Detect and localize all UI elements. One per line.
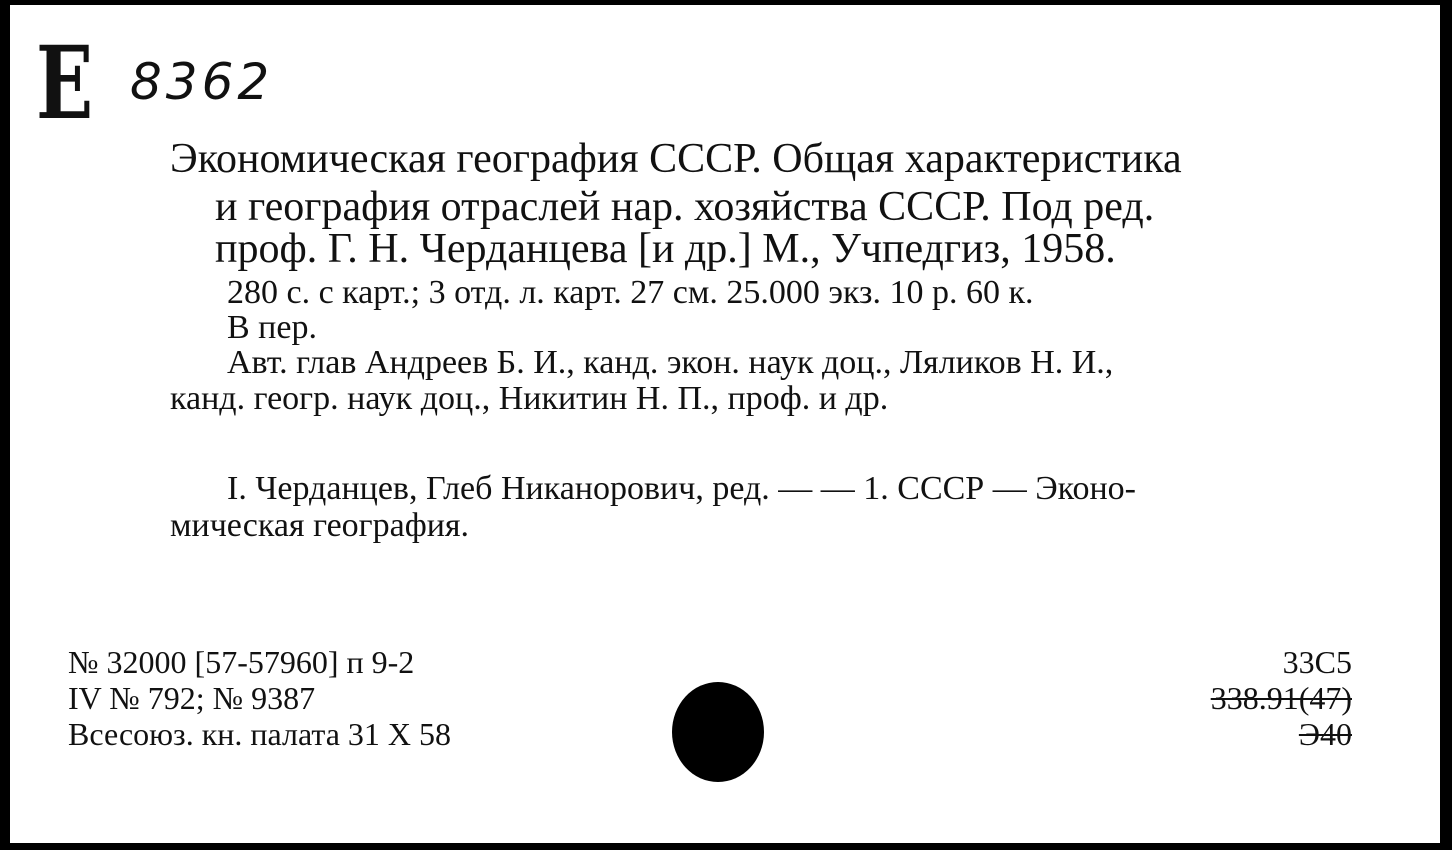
struck-code-2: Э40 (1298, 716, 1352, 752)
title-line-3: проф. Г. Н. Черданцева [и др.] М., Учпедгиз, 1958. (215, 226, 1116, 272)
bottom-left-line-2: IV № 792; № 9387 (68, 680, 316, 716)
authors-line-2: канд. геогр. наук доц., Никитин Н. П., проф. и др. (170, 380, 889, 417)
title-line-2: и география отраслей нар. хозяйства СССР. Под ред. (215, 184, 1155, 230)
catalog-card (10, 5, 1440, 843)
struck-code-1: 338.91(47) (1210, 680, 1352, 716)
shelfmark-letter: Е (36, 24, 94, 142)
punch-hole (672, 682, 764, 782)
classification-code: 33С5 (1282, 644, 1352, 680)
physical-line-2: В пер. (227, 309, 317, 346)
bottom-left-line-3: Всесоюз. кн. палата 31 Х 58 (68, 716, 451, 752)
bottom-left-line-1: № 32000 [57-57960] п 9-2 (68, 644, 415, 680)
tracing-line-2: мическая география. (170, 507, 470, 544)
shelfmark-number: 8362 (130, 53, 274, 111)
physical-line-1: 280 с. с карт.; 3 отд. л. карт. 27 см. 25.000 экз. 10 р. 60 к. (227, 274, 1034, 311)
title-line-1: Экономическая география СССР. Общая характеристика (170, 136, 1182, 182)
tracing-line-1: I. Черданцев, Глеб Никанорович, ред. — — 1. СССР — Эконо- (227, 470, 1136, 507)
authors-line-1: Авт. глав Андреев Б. И., канд. экон. наук доц., Ляликов Н. И., (227, 344, 1114, 381)
